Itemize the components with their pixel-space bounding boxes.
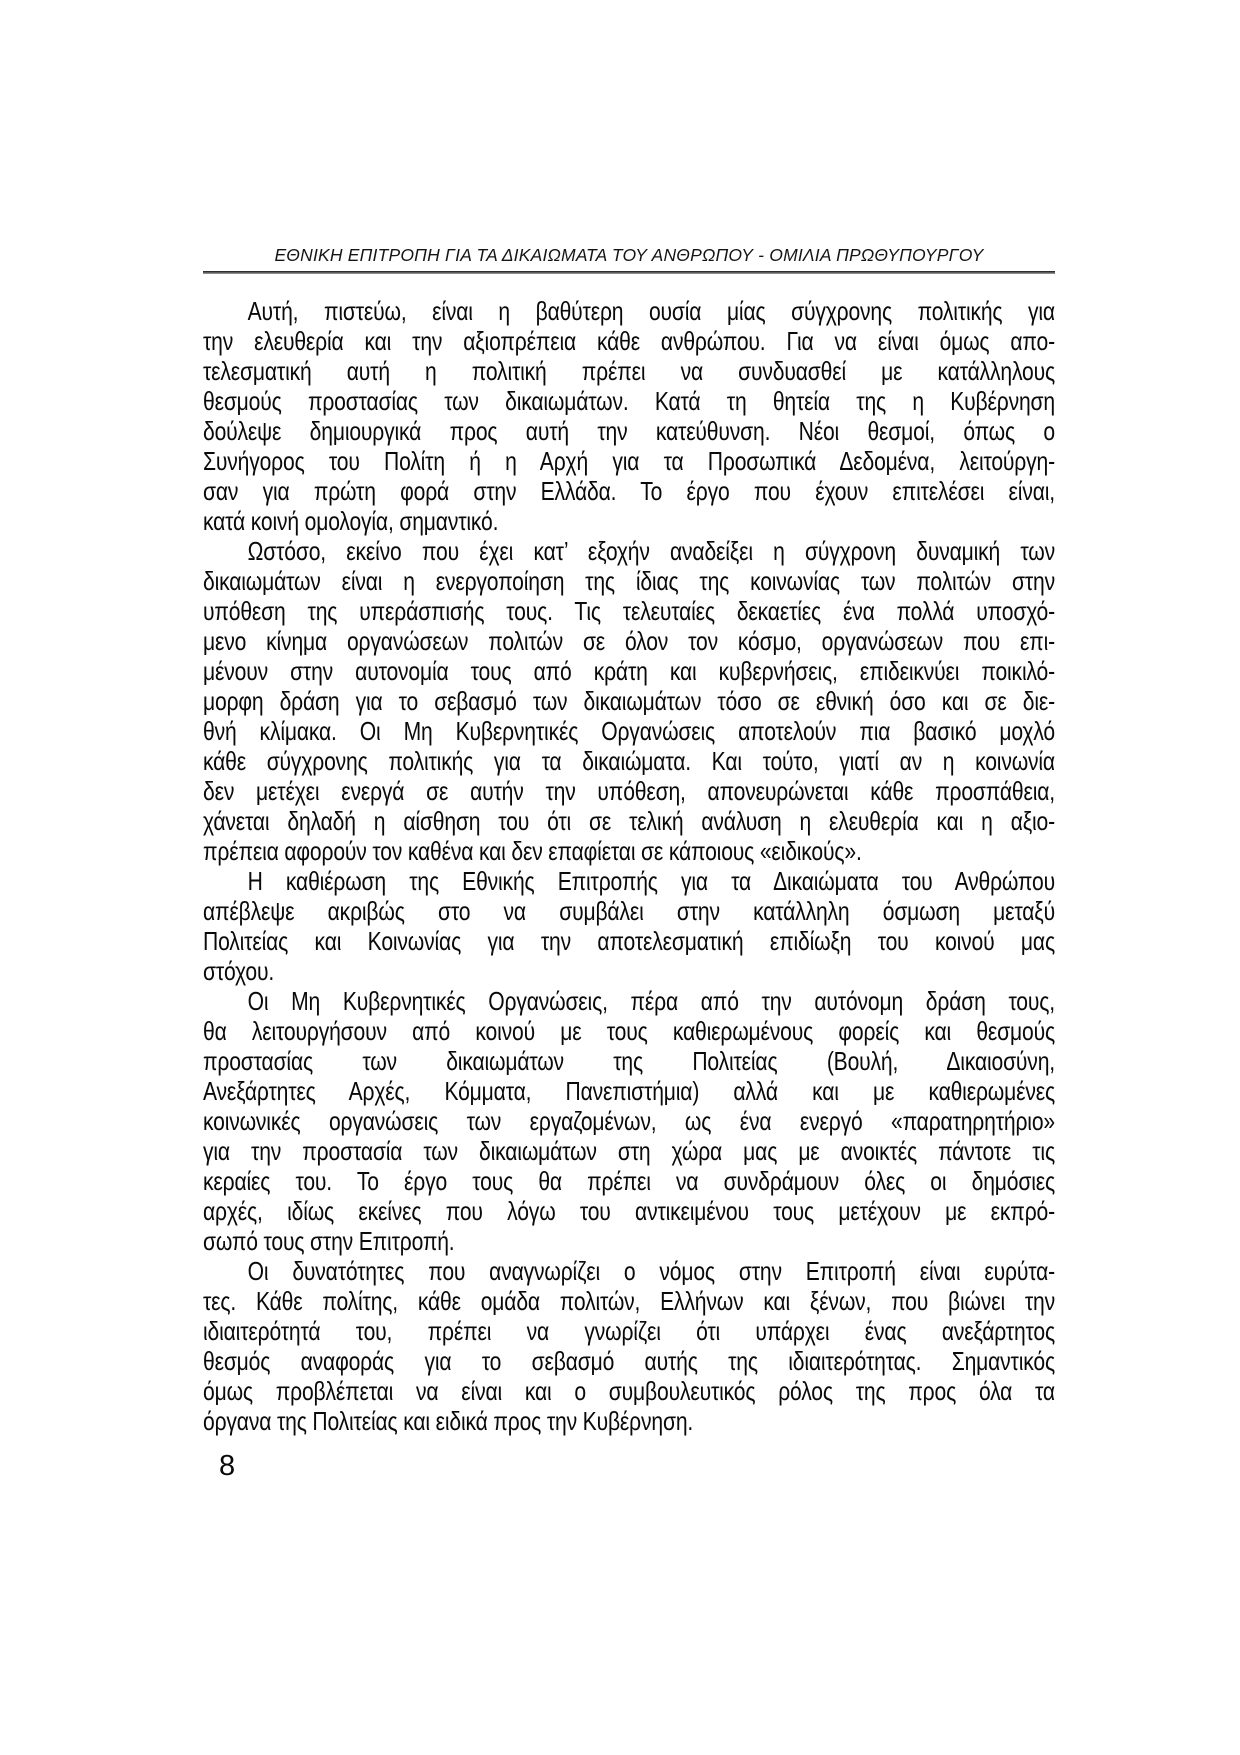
- text-line: μενο κίνημα οργανώσεων πολιτών σε όλον τον κόσμο, οργανώσεων που επι-: [203, 626, 1055, 656]
- text-line: όργανα της Πολιτείας και ειδικά προς την Κυβέρνηση.: [203, 1406, 694, 1436]
- page-header: [203, 244, 1055, 274]
- text-line: δικαιωμάτων είναι η ενεργοποίηση της ίδιας της κοινωνίας των πολιτών στην: [203, 566, 1055, 596]
- text-line: όμως προβλέπεται να είναι και ο συμβουλευτικός ρόλος της προς όλα τα: [203, 1376, 1055, 1406]
- text-line: κεραίες του. Το έργο τους θα πρέπει να συνδράμουν όλες οι δημόσιες: [203, 1166, 1055, 1196]
- text-line: Συνήγορος του Πολίτη ή η Αρχή για τα Προσωπικά Δεδομένα, λειτούργη-: [203, 446, 1055, 476]
- text-line: μένουν στην αυτονομία τους από κράτη και κυβερνήσεις, επιδεικνύει ποικιλό-: [203, 656, 1055, 686]
- text-line: κοινωνικές οργανώσεις των εργαζομένων, ως ένα ενεργό «παρατηρητήριο»: [203, 1106, 1055, 1136]
- text-line: μορφη δράση για το σεβασμό των δικαιωμάτων τόσο σε εθνική όσο και σε διε-: [203, 686, 1055, 716]
- text-line: Ανεξάρτητες Αρχές, Κόμματα, Πανεπιστήμια) αλλά και με καθιερωμένες: [203, 1076, 1055, 1106]
- text-line: απέβλεψε ακριβώς στο να συμβάλει στην κατάλληλη όσμωση μεταξύ: [203, 896, 1055, 926]
- text-line: ιδιαιτερότητά του, πρέπει να γνωρίζει ότι υπάρχει ένας ανεξάρτητος: [203, 1316, 1055, 1346]
- text-line: τελεσματική αυτή η πολιτική πρέπει να συνδυασθεί με κατάλληλους: [203, 356, 1055, 386]
- text-line: σαν για πρώτη φορά στην Ελλάδα. Το έργο που έχουν επιτελέσει είναι,: [203, 476, 1055, 506]
- text-line: στόχου.: [203, 956, 275, 986]
- text-line: υπόθεση της υπεράσπισής τους. Τις τελευταίες δεκαετίες ένα πολλά υποσχό-: [203, 596, 1055, 626]
- text-line: χάνεται δηλαδή η αίσθηση του ότι σε τελική ανάλυση η ελευθερία και η αξιο-: [203, 806, 1055, 836]
- text-line: την ελευθερία και την αξιοπρέπεια κάθε ανθρώπου. Για να είναι όμως απο-: [203, 326, 1055, 356]
- text-line: κάθε σύγχρονης πολιτικής για τα δικαιώματα. Και τούτο, γιατί αν η κοινωνία: [203, 746, 1055, 776]
- text-line: θνή κλίμακα. Οι Μη Κυβερνητικές Οργανώσεις αποτελούν πια βασικό μοχλό: [203, 716, 1055, 746]
- text-line: Οι Μη Κυβερνητικές Οργανώσεις, πέρα από την αυτόνομη δράση τους,: [247, 986, 1055, 1016]
- text-line: Πολιτείας και Κοινωνίας για την αποτελεσματική επιδίωξη του κοινού μας: [203, 926, 1055, 956]
- text-line: κατά κοινή ομολογία, σημαντικό.: [203, 506, 499, 536]
- text-line: δεν μετέχει ενεργά σε αυτήν την υπόθεση, απονευρώνεται κάθε προσπάθεια,: [203, 776, 1055, 806]
- text-line: τες. Κάθε πολίτης, κάθε ομάδα πολιτών, Ελλήνων και ξένων, που βιώνει την: [203, 1286, 1055, 1316]
- text-line: αρχές, ιδίως εκείνες που λόγω του αντικειμένου τους μετέχουν με εκπρό-: [203, 1196, 1055, 1226]
- text-line: προστασίας των δικαιωμάτων της Πολιτείας (Βουλή, Δικαιοσύνη,: [203, 1046, 1055, 1076]
- text-line: πρέπεια αφορούν τον καθένα και δεν επαφίεται σε κάποιους «ειδικούς».: [203, 836, 862, 866]
- text-line: για την προστασία των δικαιωμάτων στη χώρα μας με ανοικτές πάντοτε τις: [203, 1136, 1055, 1166]
- body-text: [203, 296, 1055, 1436]
- text-line: θεσμούς προστασίας των δικαιωμάτων. Κατά τη θητεία της η Κυβέρνηση: [203, 386, 1055, 416]
- text-line: Η καθιέρωση της Εθνικής Επιτροπής για τα Δικαιώματα του Ανθρώπου: [247, 866, 1055, 896]
- text-line: Αυτή, πιστεύω, είναι η βαθύτερη ουσία μίας σύγχρονης πολιτικής για: [247, 296, 1055, 326]
- text-line: Οι δυνατότητες που αναγνωρίζει ο νόμος στην Επιτροπή είναι ευρύτα-: [247, 1256, 1055, 1286]
- text-line: δούλεψε δημιουργικά προς αυτή την κατεύθυνση. Νέοι θεσμοί, όπως ο: [203, 416, 1055, 446]
- page-number: 8: [219, 1450, 236, 1482]
- text-line: θεσμός αναφοράς για το σεβασμό αυτής της ιδιαιτερότητας. Σημαντικός: [203, 1346, 1055, 1376]
- text-line: θα λειτουργήσουν από κοινού με τους καθιερωμένους φορείς και θεσμούς: [203, 1016, 1055, 1046]
- text-line: σωπό τους στην Επιτροπή.: [203, 1226, 455, 1256]
- running-title: ΕΘΝΙΚΗ ΕΠΙΤΡΟΠΗ ΓΙΑ ΤΑ ΔΙΚΑΙΩΜΑΤΑ ΤΟΥ ΑΝΘΡΩΠΟΥ - ΟΜΙΛΙΑ ΠΡΩΘΥΠΟΥΡΓΟΥ: [274, 245, 984, 265]
- header-rule: [203, 271, 1055, 274]
- text-line: Ωστόσο, εκείνο που έχει κατ’ εξοχήν αναδείξει η σύγχρονη δυναμική των: [247, 536, 1055, 566]
